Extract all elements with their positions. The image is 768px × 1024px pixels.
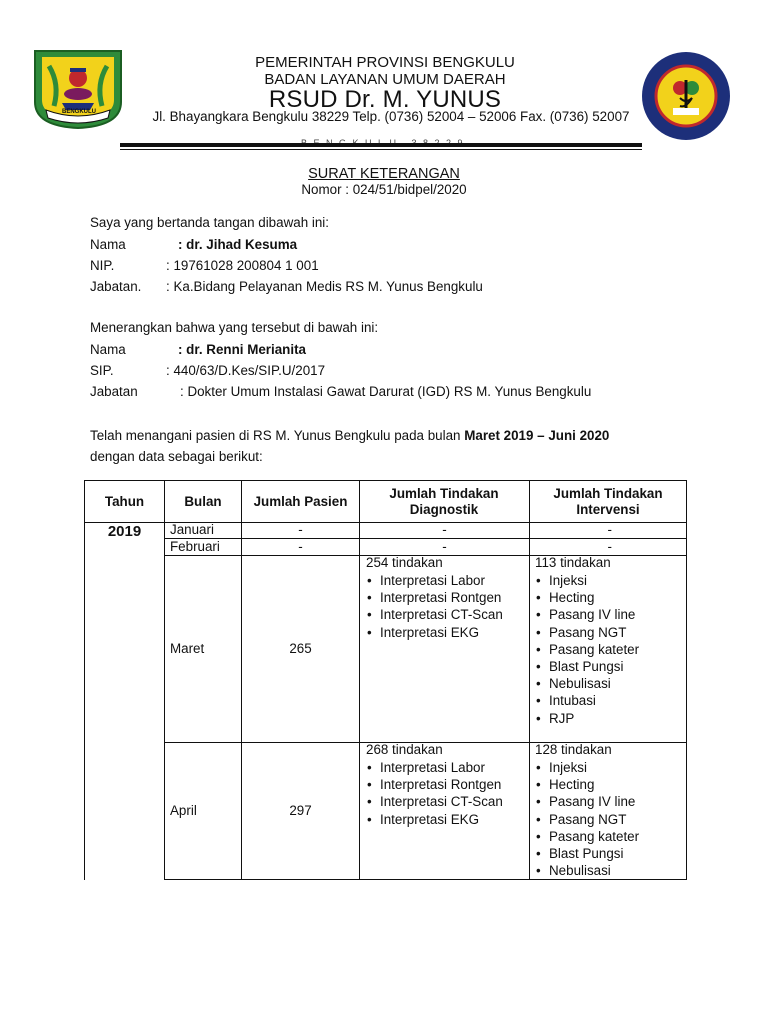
header-diagnostik: Jumlah Tindakan Diagnostik — [389, 486, 499, 517]
subject-sip-label: SIP. — [90, 363, 114, 378]
row-januari-month: Januari — [170, 522, 214, 537]
row-april-diagnostic-list — [366, 759, 528, 828]
document-number: Nomor : 024/51/bidpel/2020 — [301, 182, 467, 197]
row-april-diagnostic-total: 268 tindakan — [366, 742, 443, 757]
subject-name-value: : dr. Renni Merianita — [178, 342, 306, 357]
document-title: SURAT KETERANGAN — [308, 166, 460, 182]
row-januari-intervention: - — [607, 522, 612, 537]
letterhead-government: PEMERINTAH PROVINSI BENGKULU — [255, 54, 515, 71]
signer-name-value: : dr. Jihad Kesuma — [178, 237, 298, 252]
province-logo — [32, 48, 124, 130]
row-maret-intervention-total: 113 tindakan — [535, 555, 611, 570]
header-bulan: Bulan — [184, 494, 222, 509]
row-februari-intervention: - — [607, 539, 612, 554]
list-item: • Hecting — [535, 589, 685, 606]
letterhead-address: Jl. Bhayangkara Bengkulu 38229 Telp. (0736) 52004 – 52006 Fax. (0736) 52007 — [152, 109, 630, 124]
header-jumlah-pasien: Jumlah Pasien — [253, 494, 348, 509]
list-item: • Pasang NGT — [535, 624, 685, 641]
bengkulu-crest-icon — [32, 48, 124, 130]
row-februari-patients: - — [298, 539, 303, 554]
letterhead-divider-thick — [120, 143, 642, 147]
row-april-intervention-list — [535, 759, 685, 879]
letterhead-hospital-name: RSUD Dr. M. YUNUS — [268, 86, 502, 113]
list-item: • Nebulisasi — [535, 862, 685, 879]
row-maret-intervention-list — [535, 572, 685, 727]
row-januari-diagnostic: - — [442, 522, 447, 537]
list-item: • Interpretasi CT-Scan — [366, 793, 528, 810]
header-intervensi: Jumlah Tindakan Intervensi — [553, 486, 663, 517]
list-item: • Interpretasi EKG — [366, 811, 528, 828]
table-rule-col1 — [164, 480, 165, 880]
statement-paragraph — [90, 425, 690, 467]
statement-text-part2: dengan data sebagai berikut: — [90, 449, 263, 464]
row-maret-diagnostic-total: 254 tindakan — [366, 555, 443, 570]
table-rule-left — [84, 480, 85, 880]
statement-period: Maret 2019 – Juni 2020 — [464, 428, 610, 443]
row-januari-patients: - — [298, 522, 303, 537]
year-cell: 2019 — [107, 523, 142, 540]
list-item: • Pasang kateter — [535, 641, 685, 658]
statement-text-part1: Telah menangani pasien di RS M. Yunus Bengkulu pada bulan — [90, 428, 465, 443]
list-item: • Blast Pungsi — [535, 658, 685, 675]
subject-position-label: Jabatan — [90, 384, 138, 399]
row-februari-diagnostic: - — [442, 539, 447, 554]
crest-banner-text: BENGKULU — [62, 109, 96, 115]
list-item: • Interpretasi Rontgen — [366, 589, 528, 606]
list-item: • Interpretasi Rontgen — [366, 776, 528, 793]
list-item: • Injeksi — [535, 759, 685, 776]
signer-position-value: : Ka.Bidang Pelayanan Medis RS M. Yunus Bengkulu — [166, 279, 483, 294]
subject-intro: Menerangkan bahwa yang tersebut di bawah ini: — [90, 320, 379, 335]
table-rule-top — [84, 480, 687, 481]
list-item: • Injeksi — [535, 572, 685, 589]
subject-sip-value: : 440/63/D.Kes/SIP.U/2017 — [166, 363, 326, 378]
row-april-intervention-total: 128 tindakan — [535, 742, 612, 757]
list-item: • Interpretasi EKG — [366, 624, 528, 641]
list-item: • Nebulisasi — [535, 675, 685, 692]
signer-nip-label: NIP. — [90, 258, 115, 273]
signer-position-label: Jabatan. — [90, 279, 142, 294]
list-item: • Interpretasi Labor — [366, 572, 528, 589]
row-april-month: April — [170, 803, 197, 818]
list-item: • Pasang kateter — [535, 828, 685, 845]
row-maret-patients: 265 — [289, 641, 312, 656]
list-item: • Interpretasi CT-Scan — [366, 606, 528, 623]
list-item: • Intubasi — [535, 692, 685, 709]
header-tahun: Tahun — [104, 494, 145, 509]
signer-name-label: Nama — [90, 237, 126, 252]
letterhead-divider-thin — [120, 149, 642, 150]
hospital-seal-logo — [640, 50, 732, 142]
letterhead-agency: BADAN LAYANAN UMUM DAERAH — [264, 71, 506, 88]
list-item: • Hecting — [535, 776, 685, 793]
row-maret-diagnostic-list — [366, 572, 528, 641]
subject-name-label: Nama — [90, 342, 126, 357]
list-item: • Blast Pungsi — [535, 845, 685, 862]
list-item: • Pasang IV line — [535, 606, 685, 623]
list-item: • Pasang IV line — [535, 793, 685, 810]
signer-intro: Saya yang bertanda tangan dibawah ini: — [90, 215, 329, 230]
row-februari-month: Februari — [170, 539, 220, 554]
signer-nip-value: : 19761028 200804 1 001 — [166, 258, 319, 273]
list-item: • Interpretasi Labor — [366, 759, 528, 776]
list-item: • RJP — [535, 710, 685, 727]
row-maret-month: Maret — [170, 641, 205, 656]
list-item: • Pasang NGT — [535, 811, 685, 828]
row-april-patients: 297 — [289, 803, 312, 818]
table-rule-right — [686, 480, 687, 880]
hospital-seal-icon — [640, 50, 732, 142]
subject-position-value: : Dokter Umum Instalasi Gawat Darurat (IGD) RS M. Yunus Bengkulu — [180, 384, 592, 399]
